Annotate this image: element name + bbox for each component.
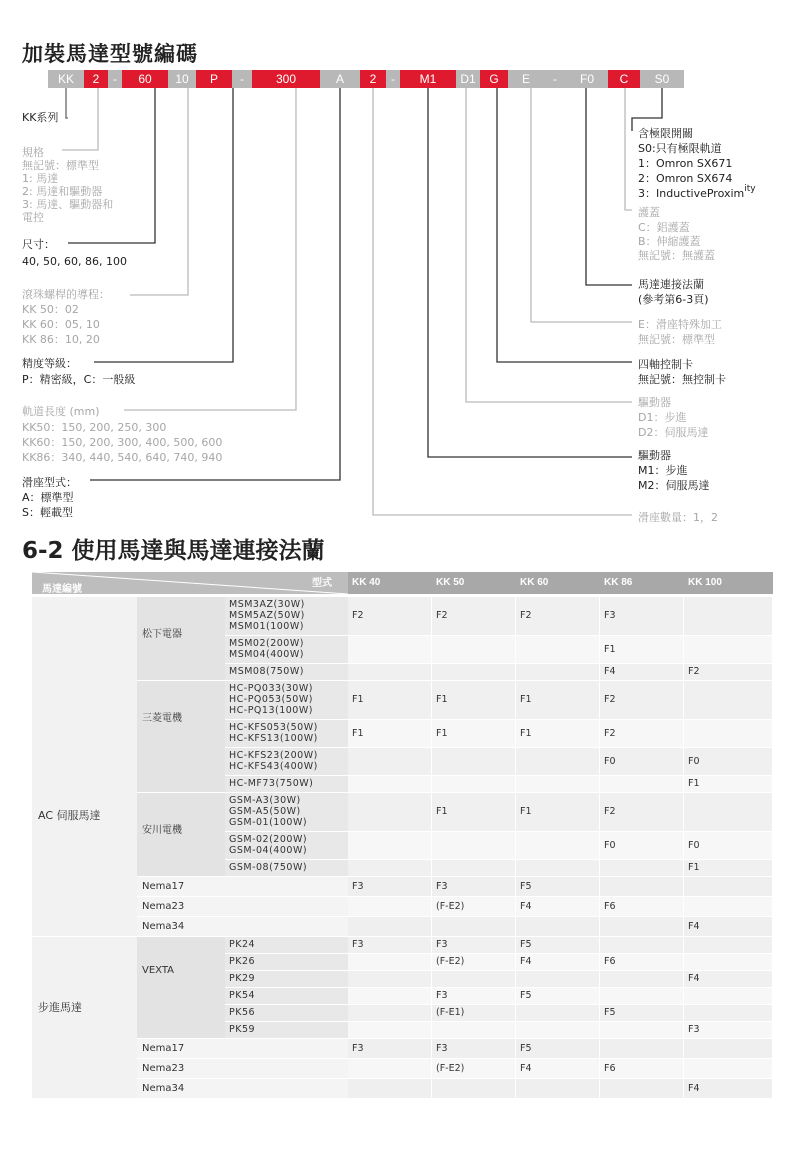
value-cell-bg: [600, 1039, 683, 1058]
value-cell-bg: [516, 776, 599, 792]
value-cell-bg: [516, 1005, 599, 1021]
motor-model: GSM-04(400W): [229, 845, 308, 856]
flange-code: (F-E2): [436, 1063, 465, 1074]
motor-model: GSM-A5(50W): [229, 806, 301, 817]
code-segment: 2: [360, 70, 386, 88]
value-cell-bg: [684, 793, 772, 831]
flange-code: F2: [688, 666, 700, 677]
value-cell-bg: [516, 748, 599, 775]
value-cell-bg: [432, 776, 515, 792]
flange-code: F3: [436, 939, 448, 950]
value-cell-bg: [684, 1059, 772, 1078]
value-cell-bg: [348, 988, 431, 1004]
flange-code: F1: [436, 727, 448, 739]
spec-line: 電控: [22, 211, 44, 224]
flange-code: F4: [688, 921, 700, 932]
rail-line: KK60：150, 200, 300, 400, 500, 600: [22, 436, 223, 449]
brand-name: 松下電器: [142, 629, 182, 640]
value-cell-bg: [348, 636, 431, 663]
slider-line: A：標準型: [22, 491, 74, 504]
value-cell-bg: [684, 877, 772, 896]
brand-cell: [137, 681, 225, 792]
value-cell-bg: [432, 1079, 515, 1098]
code-segment: -: [108, 70, 122, 88]
value-cell-bg: [432, 664, 515, 680]
value-cell-bg: [684, 1005, 772, 1021]
cover-line: 無記號：無護蓋: [638, 249, 715, 262]
nema-model: Nema34: [142, 921, 185, 932]
flange-code: F2: [520, 610, 532, 621]
value-cell-bg: [348, 917, 431, 936]
limit-title: 含極限開關: [638, 127, 693, 140]
flange-ref: (參考第6-3頁): [638, 293, 709, 306]
group-cell: [32, 597, 137, 936]
value-cell-bg: [516, 1079, 599, 1098]
flange-code: F0: [604, 839, 616, 851]
flange-code: F4: [604, 666, 616, 677]
kk-series-label: KK系列: [22, 111, 59, 124]
code-segment: -: [544, 70, 566, 88]
motor-model: HC-PQ13(100W): [229, 705, 313, 716]
leader-line: [130, 88, 188, 295]
flange-title: 馬達連接法蘭: [638, 278, 704, 291]
limit-line-main: 3：InductiveProxim: [638, 187, 745, 200]
spec-line: 3: 馬達、驅動器和: [22, 198, 114, 211]
flange-code: F0: [688, 839, 700, 851]
flange-code: F2: [604, 727, 616, 739]
flange-code: F1: [688, 862, 700, 873]
value-cell-bg: [348, 1059, 431, 1078]
driver-line: D2：伺服馬達: [638, 426, 709, 439]
code-segment: C: [608, 70, 640, 88]
value-cell-bg: [684, 937, 772, 953]
flange-code: F1: [352, 727, 364, 739]
group-cell: [32, 937, 137, 1098]
motor-model: GSM-02(200W): [229, 834, 308, 845]
cover-line: C：鋁護蓋: [638, 221, 690, 234]
spec-line: 2: 馬達和驅動器: [22, 185, 103, 198]
motor-group-name: 步進馬達: [38, 1001, 82, 1014]
rail-line: KK86：340, 440, 540, 640, 740, 940: [22, 451, 223, 464]
value-cell-bg: [600, 988, 683, 1004]
code-segment: -: [232, 70, 252, 88]
leader-line: [373, 88, 632, 515]
motor-model: HC-PQ033(30W): [229, 683, 313, 694]
value-cell-bg: [348, 793, 431, 831]
leader-line: [632, 88, 662, 131]
flange-code: F1: [520, 806, 532, 817]
header-type: 型式: [312, 578, 332, 589]
precision-title: 精度等級：: [22, 357, 77, 370]
value-cell-bg: [432, 636, 515, 663]
motor-model: MSM04(400W): [229, 649, 304, 660]
flange-code: (F-E2): [436, 956, 465, 967]
special-line: 無記號：標準型: [638, 333, 715, 346]
value-cell-bg: [348, 1005, 431, 1021]
value-cell-bg: [516, 832, 599, 859]
code-segment: 60: [122, 70, 168, 88]
flange-code: F1: [604, 643, 616, 655]
value-cell-bg: [348, 748, 431, 775]
value-cell-bg: [348, 776, 431, 792]
header-motor-number: 馬達編號: [42, 584, 82, 595]
lead-title: 滾珠螺桿的導程：: [22, 288, 110, 301]
flange-code: F4: [520, 901, 532, 912]
value-cell-bg: [684, 897, 772, 916]
flange-code: F0: [604, 755, 616, 767]
value-cell-bg: [516, 971, 599, 987]
flange-code: F3: [436, 1043, 448, 1054]
motor-model: HC-KFS43(400W): [229, 761, 318, 772]
code-segment: 300: [252, 70, 320, 88]
value-cell-bg: [348, 954, 431, 970]
value-cell-bg: [348, 664, 431, 680]
leader-line: [62, 88, 98, 150]
flange-code: F5: [604, 1007, 616, 1018]
leader-line: [466, 88, 632, 402]
coding-title: 加裝馬達型號編碼: [22, 42, 198, 66]
flange-code: F5: [520, 990, 532, 1001]
motor-model: MSM08(750W): [229, 666, 304, 677]
flange-code: F5: [520, 939, 532, 950]
value-cell-bg: [516, 860, 599, 876]
value-cell-bg: [600, 1079, 683, 1098]
brand-name: 三菱電機: [142, 713, 182, 724]
leader-line: [497, 88, 632, 362]
limit-line-sup: ity: [744, 184, 756, 194]
motor-model: PK29: [229, 973, 256, 984]
brand-cell: [137, 937, 225, 1038]
value-cell-bg: [516, 1022, 599, 1038]
flange-code: F1: [520, 694, 532, 705]
value-cell-bg: [432, 748, 515, 775]
precision-values: P：精密級，C：一般級: [22, 373, 136, 386]
motor-line: M2：伺服馬達: [638, 479, 710, 492]
leader-line: [66, 88, 68, 118]
flange-code: F1: [520, 727, 532, 739]
code-segment: 2: [84, 70, 108, 88]
motor-model: MSM3AZ(30W): [229, 599, 305, 610]
slider-line: S：輕載型: [22, 506, 73, 519]
value-cell-bg: [600, 860, 683, 876]
column-header: KK 100: [688, 577, 722, 588]
value-cell-bg: [684, 681, 772, 719]
motor-model: HC-MF73(750W): [229, 778, 314, 789]
limit-line: [638, 184, 756, 202]
nema-model: Nema34: [142, 1083, 185, 1094]
value-cell-bg: [600, 917, 683, 936]
value-cell-bg: [432, 971, 515, 987]
code-segment: P: [196, 70, 232, 88]
flange-code: F5: [520, 1043, 532, 1054]
flange-code: F0: [688, 755, 700, 767]
nema-model: Nema23: [142, 1063, 185, 1074]
motor-model: HC-KFS053(50W): [229, 722, 318, 733]
flange-code: F3: [436, 990, 448, 1001]
code-segment: D1: [456, 70, 480, 88]
flange-code: F6: [604, 956, 616, 967]
value-cell-bg: [684, 636, 772, 663]
value-cell-bg: [600, 877, 683, 896]
motor-model: HC-KFS13(100W): [229, 733, 318, 744]
motor-line: M1：步進: [638, 464, 688, 477]
column-header: KK 50: [436, 577, 465, 588]
spec-title: 規格: [22, 146, 44, 159]
flange-code: F1: [436, 806, 448, 817]
nema-model: Nema17: [142, 881, 185, 892]
motor-model: PK54: [229, 990, 256, 1001]
motor-flange-table: [32, 572, 773, 1134]
value-cell-bg: [432, 1022, 515, 1038]
value-cell-bg: [600, 776, 683, 792]
value-cell-bg: [432, 832, 515, 859]
value-cell-bg: [516, 917, 599, 936]
column-header: KK 40: [352, 577, 381, 588]
driver-title: 驅動器: [638, 396, 671, 409]
flange-code: F1: [436, 694, 448, 705]
flange-code: F4: [688, 973, 700, 984]
driver-line: D1：步進: [638, 411, 687, 424]
slider-qty: 滑座數量：1，2: [638, 511, 718, 524]
lead-line: KK 86：10, 20: [22, 333, 100, 346]
value-cell-bg: [600, 937, 683, 953]
limit-line: 2：Omron SX674: [638, 172, 733, 185]
motor-group-name: AC 伺服馬達: [38, 809, 101, 822]
motor-model: MSM02(200W): [229, 638, 304, 649]
value-cell-bg: [348, 860, 431, 876]
nema-model: Nema23: [142, 901, 185, 912]
flange-code: F5: [520, 881, 532, 892]
code-segment: A: [320, 70, 360, 88]
flange-code: F3: [352, 1043, 364, 1054]
value-cell-bg: [600, 971, 683, 987]
column-header: KK 86: [604, 577, 633, 588]
flange-code: F3: [688, 1024, 700, 1035]
value-cell-bg: [348, 971, 431, 987]
spec-line: 無記號：標準型: [22, 159, 99, 172]
value-cell-bg: [516, 636, 599, 663]
slider-title: 滑座型式：: [22, 476, 77, 489]
code-segment: KK: [48, 70, 84, 88]
motor-model: GSM-01(100W): [229, 817, 308, 828]
motor-model: GSM-08(750W): [229, 862, 308, 873]
leader-line: [94, 88, 233, 362]
value-cell-bg: [684, 720, 772, 747]
code-segment: M1: [400, 70, 456, 88]
section-title: 6-2 使用馬達與馬達連接法蘭: [22, 538, 325, 564]
cover-line: B：伸縮護蓋: [638, 235, 701, 248]
value-cell-bg: [432, 860, 515, 876]
code-segment: S0: [640, 70, 684, 88]
card-title: 四軸控制卡: [638, 358, 693, 371]
column-header: KK 60: [520, 577, 549, 588]
size-values: 40, 50, 60, 86, 100: [22, 255, 127, 268]
flange-code: (F-E1): [436, 1007, 465, 1018]
flange-code: F4: [520, 956, 532, 967]
motor-model: PK59: [229, 1024, 256, 1035]
cover-title: 護蓋: [638, 206, 660, 219]
motor-model: HC-PQ053(50W): [229, 694, 313, 705]
flange-code: F6: [604, 901, 616, 912]
value-cell-bg: [348, 832, 431, 859]
lead-line: KK 60：05, 10: [22, 318, 100, 331]
value-cell-bg: [684, 1039, 772, 1058]
special-line: E：滑座特殊加工: [638, 318, 722, 331]
leader-line: [625, 88, 632, 210]
motor-title: 驅動器: [638, 449, 671, 462]
motor-model: PK56: [229, 1007, 256, 1018]
rail-title: 軌道長度 (mm): [22, 405, 100, 418]
lead-line: KK 50：02: [22, 303, 79, 316]
value-cell-bg: [684, 954, 772, 970]
flange-code: F2: [436, 610, 448, 621]
motor-model: PK24: [229, 939, 256, 950]
card-line: 無記號：無控制卡: [638, 373, 726, 386]
size-title: 尺寸：: [22, 238, 55, 251]
limit-line: S0:只有極限軌道: [638, 142, 722, 155]
motor-model: PK26: [229, 956, 256, 967]
brand-name: 安川電機: [142, 825, 182, 836]
flange-code: F4: [688, 1083, 700, 1094]
code-segment: G: [480, 70, 508, 88]
flange-code: (F-E2): [436, 901, 465, 912]
nema-model: Nema17: [142, 1043, 185, 1054]
spec-line: 1: 馬達: [22, 172, 59, 185]
code-segment: 10: [168, 70, 196, 88]
brand-name: VEXTA: [142, 965, 175, 976]
code-segment: -: [386, 70, 400, 88]
leader-line: [531, 88, 632, 322]
code-segment: F0: [566, 70, 608, 88]
value-cell-bg: [600, 1022, 683, 1038]
flange-code: F2: [604, 694, 616, 705]
value-cell-bg: [348, 897, 431, 916]
motor-model: MSM01(100W): [229, 621, 304, 632]
motor-model: HC-KFS23(200W): [229, 750, 318, 761]
value-cell-bg: [348, 1022, 431, 1038]
code-segment: E: [508, 70, 544, 88]
flange-code: F3: [352, 881, 364, 892]
value-cell-bg: [516, 664, 599, 680]
flange-code: F2: [604, 806, 616, 817]
value-cell-bg: [684, 597, 772, 635]
flange-code: F3: [436, 881, 448, 892]
value-cell-bg: [432, 917, 515, 936]
flange-code: F1: [688, 778, 700, 789]
limit-line: 1：Omron SX671: [638, 157, 733, 170]
flange-code: F3: [604, 610, 616, 621]
rail-line: KK50：150, 200, 250, 300: [22, 421, 167, 434]
motor-model: MSM5AZ(50W): [229, 610, 305, 621]
motor-model: GSM-A3(30W): [229, 795, 301, 806]
flange-code: F6: [604, 1063, 616, 1074]
flange-code: F3: [352, 939, 364, 950]
flange-code: F1: [352, 694, 364, 705]
flange-code: F2: [352, 610, 364, 621]
flange-code: F4: [520, 1063, 532, 1074]
value-cell-bg: [348, 1079, 431, 1098]
value-cell-bg: [684, 988, 772, 1004]
